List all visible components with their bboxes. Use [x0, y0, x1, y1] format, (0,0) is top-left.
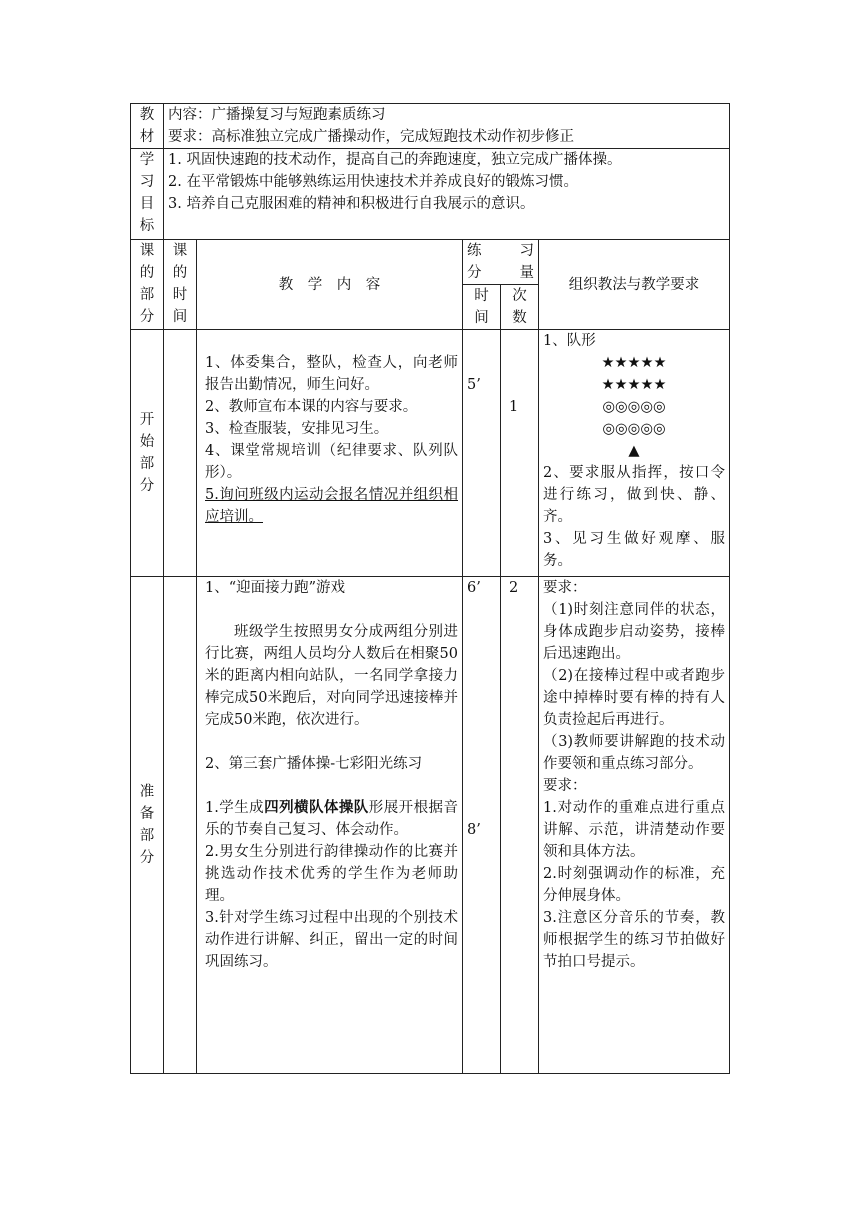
start-row — [131, 330, 730, 577]
header-row — [131, 240, 730, 285]
objectives-cell — [164, 149, 730, 240]
exercise-item-3: 3.针对学生练习过程中出现的个别技术动作进行讲解、纠正，留出一定的时间巩固练习。 — [205, 910, 458, 970]
prep-part-label: 准 备 部 分 — [131, 577, 164, 1074]
formation-row-circles: ◎◎◎◎◎ — [602, 399, 666, 415]
formation-diagram — [543, 352, 725, 462]
header-part: 课 的 部 分 — [131, 240, 164, 330]
game-title: 1、“迎面接力跑”游戏 — [205, 580, 346, 596]
objective-item: 2. 在平常锻炼中能够熟练运用快速技术并养成良好的锻炼习惯。 — [168, 174, 578, 190]
header-content: 教 学 内 容 — [197, 240, 463, 330]
prep-method-req2-item: 2.时刻强调动作的标准，充分伸展身体。 — [543, 866, 725, 904]
exercise-item-2: 2.男女生分别进行韵律操动作的比赛并挑选动作技术优秀的学生作为老师助理。 — [205, 844, 458, 904]
prep-time-cell — [164, 577, 197, 1074]
prep-method-req2-item: 3.注意区分音乐的节奏，教师根据学生的练习节拍做好节拍口号提示。 — [543, 910, 725, 970]
prep-time — [463, 577, 501, 1074]
formation-title: 1、队形 — [543, 333, 596, 349]
prep-method — [539, 577, 730, 1074]
start-content — [197, 330, 463, 577]
prep-method-req1-item: （1)时刻注意同伴的状态，身体成跑步启动姿势，接棒后迅速跑出。 — [543, 602, 725, 662]
objectives-label: 学 习 目 标 — [131, 149, 164, 240]
prep-method-req1-item: （2)在接棒过程中或者跑步途中掉棒时要有棒的持有人负责捡起后再进行。 — [543, 668, 725, 728]
prep-count — [501, 577, 539, 1074]
start-method-item: 2、要求服从指挥，按口令进行练习，做到快、静、齐。 — [543, 465, 725, 525]
objective-item: 3. 培养自己克服困难的精神和积极进行自我展示的意识。 — [168, 196, 535, 212]
prep-method-req1-title: 要求： — [543, 580, 587, 596]
prep-method-req1-item: （3)教师要讲解跑的技术动作要领和重点练习部分。 — [543, 734, 725, 772]
start-count: 1 — [501, 330, 539, 577]
objectives-row — [131, 149, 730, 240]
start-part-label: 开 始 部 分 — [131, 330, 164, 577]
prep-time-2: 8’ — [467, 822, 481, 838]
start-content-item: 3、检查服装，安排见习生。 — [205, 421, 389, 437]
objective-item: 1. 巩固快速跑的技术动作，提高自己的奔跑速度，独立完成广播体操。 — [168, 152, 622, 168]
formation-row-circles: ◎◎◎◎◎ — [602, 421, 666, 437]
material-label: 教 材 — [131, 104, 164, 149]
exercise-title: 2、第三套广播体操-七彩阳光练习 — [205, 756, 423, 772]
header-load: 练 习 分 量 — [463, 240, 539, 285]
header-method: 组织教法与教学要求 — [539, 240, 730, 330]
game-description: 班级学生按照男女分成两组分别进行比赛，两组人员均分人数后在相聚50米的距离内相向站队，一名同学拿接力棒完成50米跑后，对向同学迅速接棒并完成50米跑，依次进行。 — [205, 624, 458, 728]
start-content-item: 1、体委集合，整队，检查人，向老师报告出勤情况，师生问好。 — [205, 355, 458, 393]
header-sub-time: 时 间 — [463, 285, 501, 330]
start-time: 5’ — [463, 330, 501, 577]
start-method-item: 3、见习生做好观摩、服务。 — [543, 531, 725, 569]
formation-row-stars: ★★★★★ — [601, 355, 667, 371]
material-content: 内容：广播操复习与短跑素质练习 — [168, 107, 386, 123]
prep-method-req2-item: 1.对动作的重难点进行重点讲解、示范，讲清楚动作要领和具体方法。 — [543, 800, 725, 860]
material-cell — [164, 104, 730, 149]
teacher-marker: ▲ — [628, 443, 640, 459]
header-sub-count: 次 数 — [501, 285, 539, 330]
start-time-cell — [164, 330, 197, 577]
start-content-underlined: 5.询问班级内运动会报名情况并组织相应培训。 — [205, 487, 458, 525]
prep-row — [131, 577, 730, 1074]
prep-method-req2-title: 要求： — [543, 778, 587, 794]
prep-content — [197, 577, 463, 1074]
formation-row-stars: ★★★★★ — [601, 377, 667, 393]
lesson-plan-table — [130, 103, 730, 1074]
header-time: 课 的 时 间 — [164, 240, 197, 330]
material-row — [131, 104, 730, 149]
exercise-item-1: 1.学生成四列横队体操队形展开根据音乐的节奏自己复习、体会动作。 — [205, 799, 459, 838]
start-content-item: 2、教师宣布本课的内容与要求。 — [205, 399, 418, 415]
material-requirement: 要求：高标准独立完成广播操动作，完成短跑技术动作初步修正 — [168, 129, 574, 145]
start-content-item: 4、课堂常规培训（纪律要求、队列队形）。 — [205, 443, 458, 481]
prep-time-1: 6’ — [467, 580, 481, 596]
prep-count-1: 2 — [509, 580, 519, 596]
start-method — [539, 330, 730, 577]
